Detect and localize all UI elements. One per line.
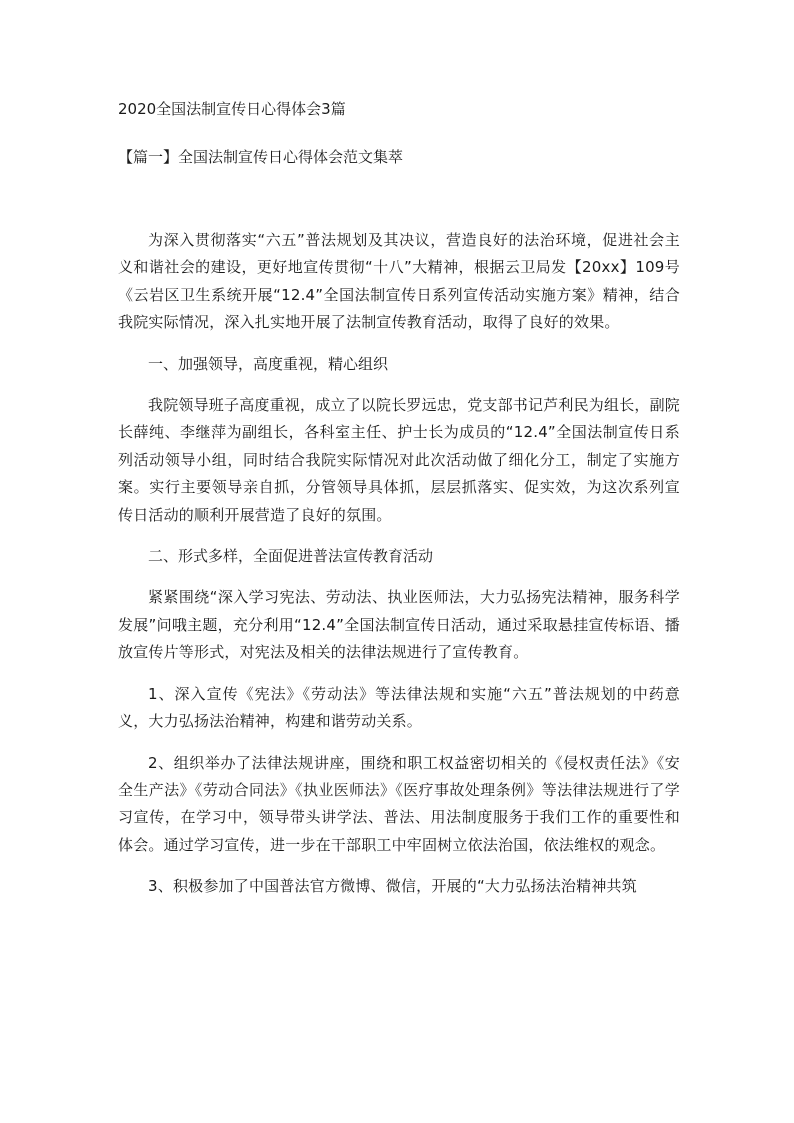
- document-title: 2020全国法制宣传日心得体会3篇: [118, 100, 346, 118]
- heading-leadership: 一、加强领导，高度重视，精心组织: [148, 354, 389, 373]
- section-title: 【篇一】全国法制宣传日心得体会范文集萃: [118, 148, 404, 166]
- paragraph-item-1: 1、深入宣传《宪法》《劳动法》等法律法规和实施“六五”普法规划的中药意义，大力弘扬法治精神，构建和谐劳动关系。: [118, 684, 680, 731]
- paragraph-item-2: 2、组织举办了法律法规讲座，围绕和职工权益密切相关的《侵权责任法》《安全生产法》《劳动合同法》《执业医师法》《医疗事故处理条例》等法律法规进行了学习宣传，在学习中，领导带头讲学法、普法、用法制度服务于我们工作的重要性和体会。通过学习宣传，进一步在干部职工中牢固树立依法治国，依法维权的观念。: [118, 753, 680, 854]
- paragraph-leadership: 我院领导班子高度重视，成立了以院长罗远忠，党支部书记芦利民为组长，副院长薛纯、李继萍为副组长，各科室主任、护士长为成员的“12.4”全国法制宣传日系列活动领导小组，同时结合我院实际情况对此次活动做了细化分工，制定了实施方案。实行主要领导亲自抓，分管领导具体抓，层层抓落实、促实效，为这次系列宣传日活动的顺利开展营造了良好的氛围。: [118, 396, 681, 524]
- paragraph-item-3: 3、积极参加了中国普法官方微博、微信，开展的“大力弘扬法治精神共筑: [148, 877, 637, 896]
- heading-forms: 二、形式多样，全面促进普法宣传教育活动: [148, 547, 434, 566]
- paragraph-forms: 紧紧围绕“深入学习宪法、劳动法、执业医师法，大力弘扬宪法精神，服务科学发展”问哦主题，充分利用“12.4”全国法制宣传日活动，通过采取悬挂宣传标语、播放宣传片等形式，对宪法及相关的法律法规进行了宣传教育。: [118, 588, 680, 662]
- paragraph-intro: 为深入贯彻落实“六五”普法规划及其决议，营造良好的法治环境，促进社会主义和谐社会的建设，更好地宣传贯彻“十八”大精神，根据云卫局发【20xx】109号《云岩区卫生系统开展“12.4”全国法制宣传日系列宣传活动实施方案》精神，结合我院实际情况，深入扎实地开展了法制宣传教育活动，取得了良好的效果。: [118, 231, 680, 332]
- document-body: [118, 227, 680, 915]
